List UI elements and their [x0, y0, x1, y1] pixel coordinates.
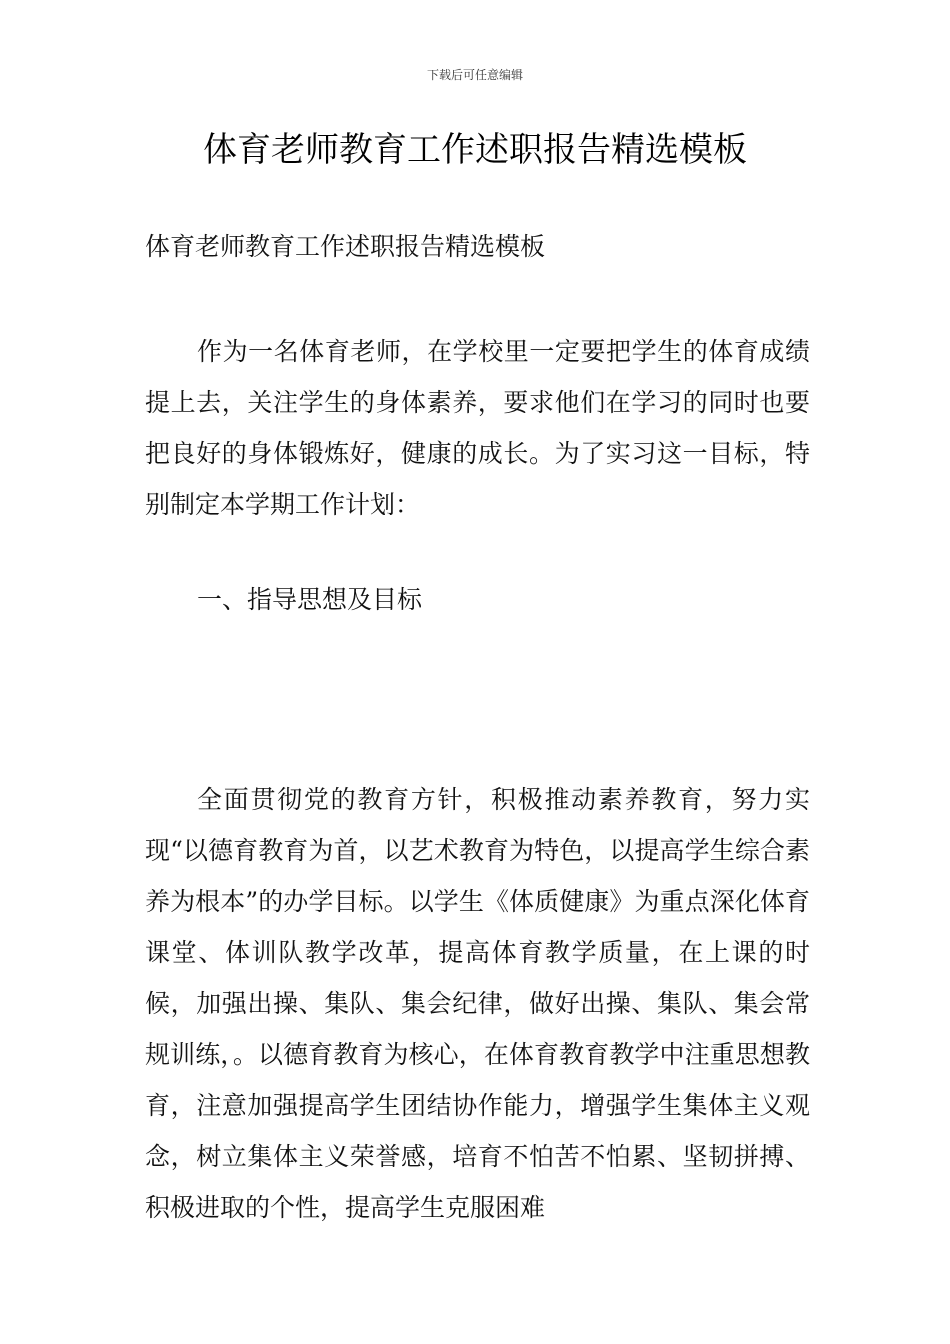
section-body-paragraph: 全面贯彻党的教育方针，积极推动素养教育，努力实现“以德育教育为首，以艺术教育为特色，以提高学生综合素养为根本”的办学目标。以学生《体质健康》为重点深化体育课堂、体训队教学改革，提高体育教学质量，在上课的时候，加强出操、集队、集会纪律，做好出操、集队、集会常规训练，。以德育教育为核心，在体育教育教学中注重思想教育，注意加强提高学生团结协作能力，增强学生集体主义观念，树立集体主义荣誉感，培育不怕苦不怕累、坚韧拼搏、积极进取的个性，提高学生克服困难 [145, 785, 810, 1222]
document-title: 体育老师教育工作述职报告精选模板 [203, 130, 747, 170]
intro-paragraph: 作为一名体育老师，在学校里一定要把学生的体育成绩提上去，关注学生的身体素养，要求他们在学习的同时也要把良好的身体锻炼好，健康的成长。为了实习这一目标，特别制定本学期工作计划： [145, 337, 810, 519]
section-heading: 一、指导思想及目标 [197, 585, 423, 614]
document-subtitle: 体育老师教育工作述职报告精选模板 [145, 232, 546, 261]
header-note: 下载后可任意编辑 [426, 68, 523, 82]
